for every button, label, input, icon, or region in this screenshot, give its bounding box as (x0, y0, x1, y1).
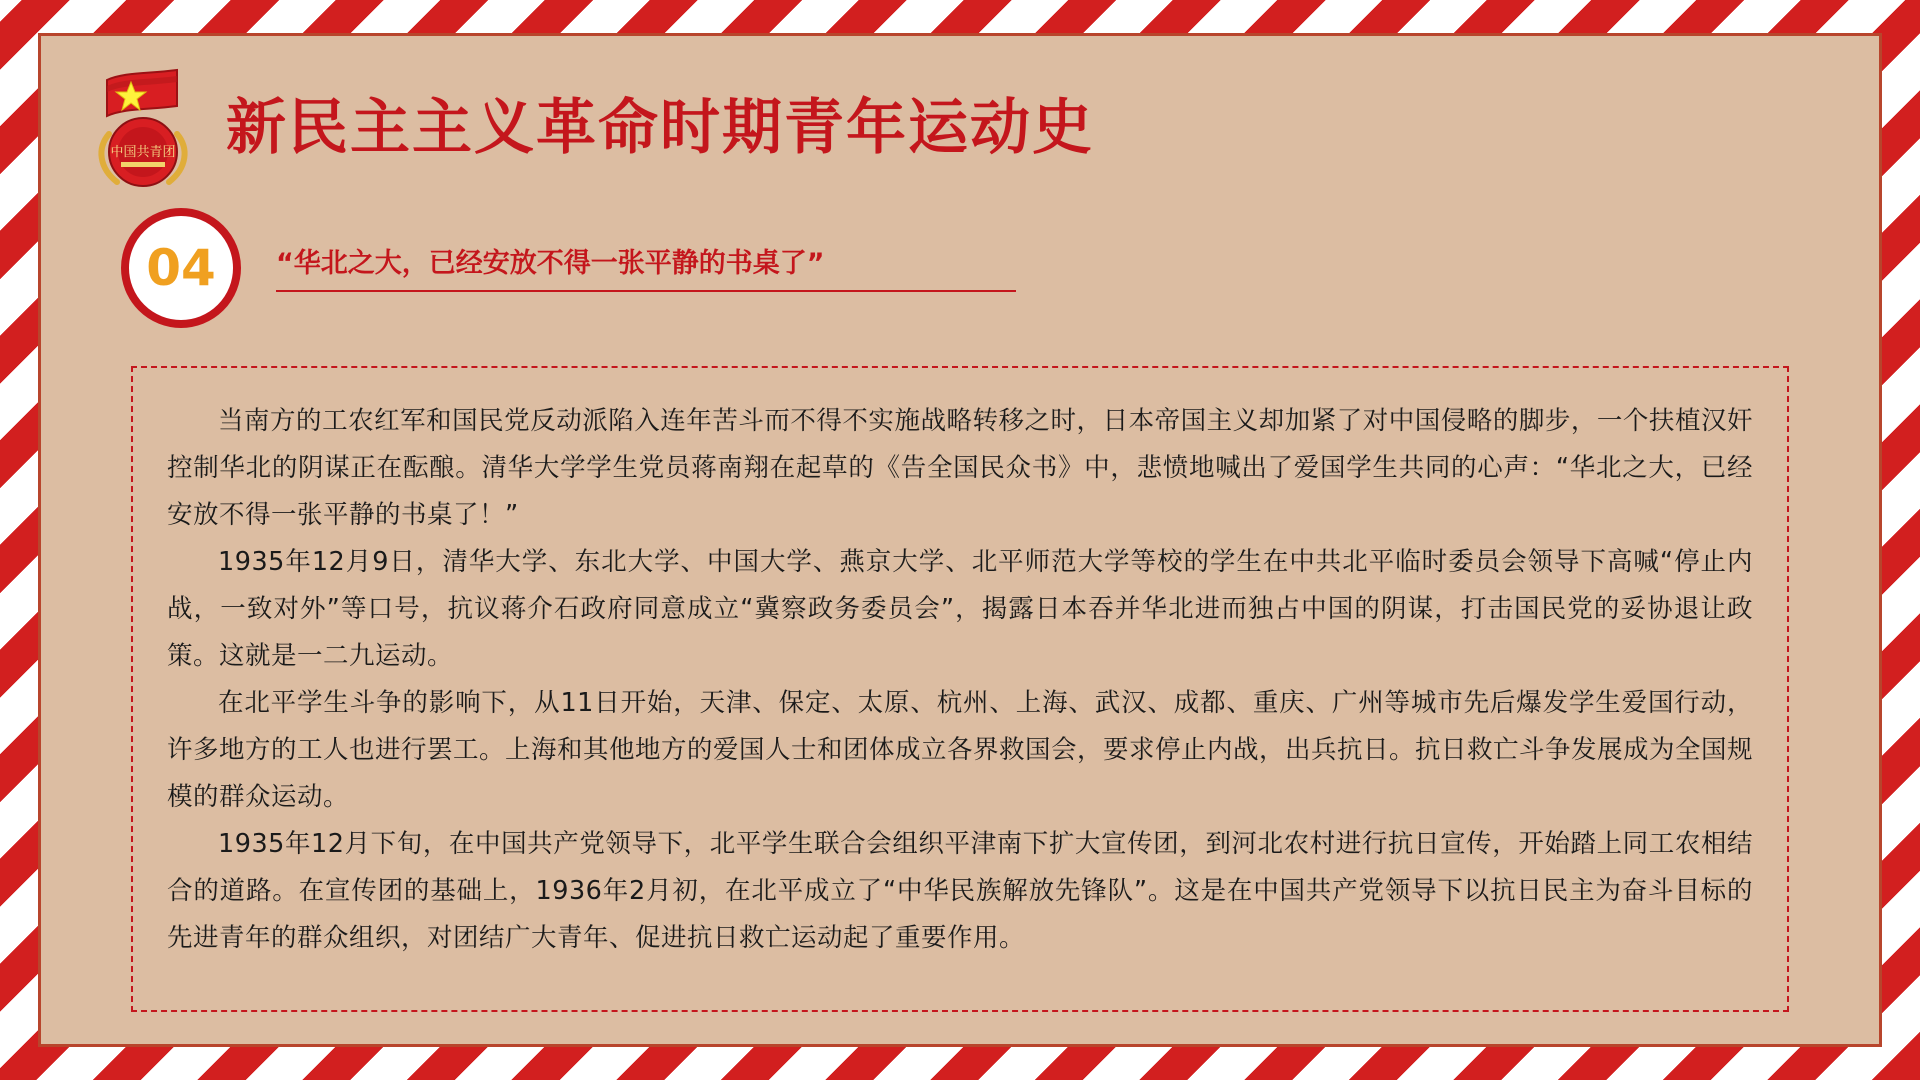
body-paragraph-3: 在北平学生斗争的影响下，从11日开始，天津、保定、太原、杭州、上海、武汉、成都、重庆、广州等城市先后爆发学生爱国行动，许多地方的工人也进行罢工。上海和其他地方的爱国人士和团体成立各界救国会，要求停止内战，出兵抗日。抗日救亡斗争发展成为全国规模的群众运动。 (167, 688, 1754, 812)
body-text-box (131, 366, 1789, 1012)
page-title: 新民主主义革命时期青年运动史 (226, 93, 1094, 163)
communist-youth-league-emblem-icon (73, 64, 213, 199)
section-title: “华北之大，已经安放不得一张平静的书桌了” (276, 248, 825, 279)
svg-text:中国共青团: 中国共青团 (110, 145, 176, 160)
body-paragraph-4: 1935年12月下旬，在中国共产党领导下，北平学生联合会组织平津南下扩大宣传团，到河北农村进行抗日宣传，开始踏上同工农相结合的道路。在宣传团的基础上，1936年2月初，在北平成立了“中华民族解放先锋队”。这是在中国共产党领导下以抗日民主为奋斗目标的先进青年的群众组织，对团结广大青年、促进抗日救亡运动起了重要作用。 (167, 829, 1753, 953)
body-paragraph-2: 1935年12月9日，清华大学、东北大学、中国大学、燕京大学、北平师范大学等校的学生在中共北平临时委员会领导下高喊“停止内战，一致对外”等口号，抗议蒋介石政府同意成立“冀察政务委员会”，揭露日本吞并华北进而独占中国的阴谋，打击国民党的妥协退让政策。这就是一二九运动。 (167, 547, 1753, 671)
content-panel (38, 33, 1882, 1047)
section-heading (276, 241, 1036, 292)
body-paragraph-1: 当南方的工农红军和国民党反动派陷入连年苦斗而不得不实施战略转移之时，日本帝国主义却加紧了对中国侵略的脚步，一个扶植汉奸控制华北的阴谋正在酝酿。清华大学学生党员蒋南翔在起草的《告全国民众书》中，悲愤地喊出了爱国学生共同的心声：“华北之大，已经安放不得一张平静的书桌了！” (167, 406, 1753, 530)
section-number: 04 (146, 239, 216, 297)
section-title-underline (276, 290, 1016, 292)
section-number-badge (121, 208, 241, 328)
